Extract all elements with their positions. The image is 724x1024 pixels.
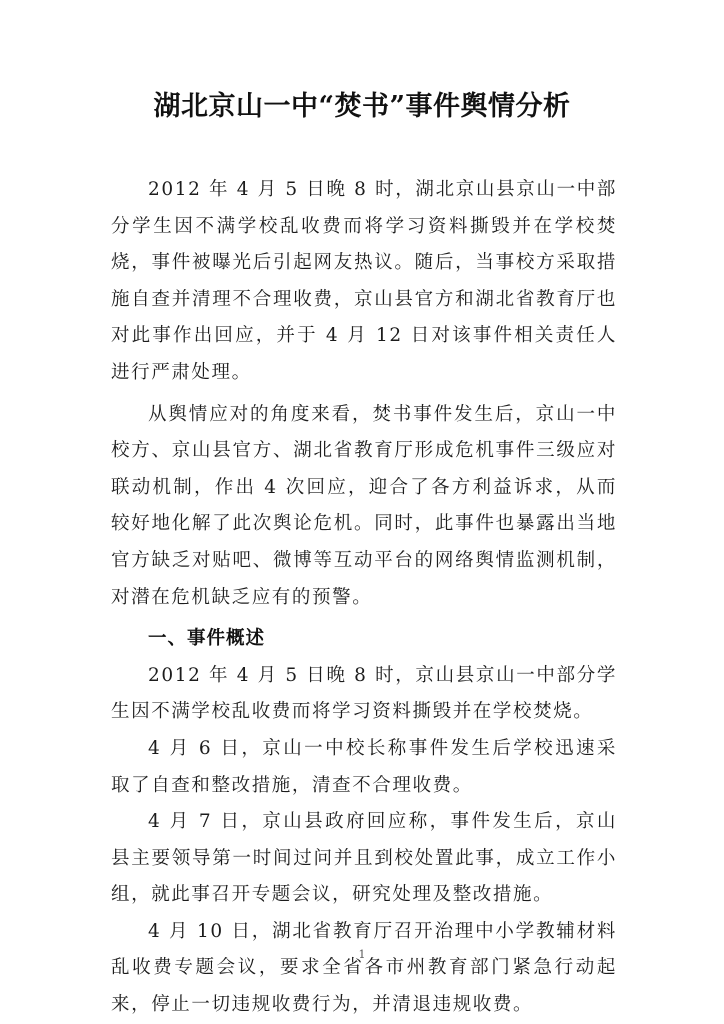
intro-paragraph-2: 从舆情应对的角度来看，焚书事件发生后，京山一中校方、京山县官方、湖北省教育厅形成危机事件三级应对联动机制，作出 4 次回应，迎合了各方利益诉求，从而较好地化解了此次舆论危机。同时，此事件也暴露出当地官方缺乏对贴吧、微博等互动平台的网络舆情监测机制，对潜在危机缺乏应有的预警。 [111, 403, 617, 608]
section-paragraph-4: 4 月 10 日，湖北省教育厅召开治理中小学教辅材料乱收费专题会议，要求全省各市州教育部门紧急行动起来，停止一切违规收费行为，并清退违规收费。 [111, 920, 617, 1016]
page-number: 1 [358, 948, 366, 961]
section-heading-event-overview: 一、事件概述 [148, 628, 266, 650]
section-paragraph-1: 2012 年 4 月 5 日晚 8 时，京山县京山一中部分学生因不满学校乱收费而将学习资料撕毁并在学校焚烧。 [111, 664, 617, 723]
document-title: 湖北京山一中“焚书”事件舆情分析 [153, 91, 571, 122]
section-paragraph-2: 4 月 6 日，京山一中校长称事件发生后学校迅速采取了自查和整改措施，清查不合理收费。 [111, 737, 617, 796]
document-body [111, 172, 617, 1024]
intro-paragraph-1: 2012 年 4 月 5 日晚 8 时，湖北京山县京山一中部分学生因不满学校乱收费而将学习资料撕毁并在学校焚烧，事件被曝光后引起网友热议。随后，当事校方采取措施自查并清理不合理收费，京山县官方和湖北省教育厅也对此事作出回应，并于 4 月 12 日对该事件相关责任人进行严肃处理。 [111, 179, 617, 383]
section-paragraph-3: 4 月 7 日，京山县政府回应称，事件发生后，京山县主要领导第一时间过问并且到校处置此事，成立工作小组，就此事召开专题会议，研究处理及整改措施。 [111, 811, 617, 906]
